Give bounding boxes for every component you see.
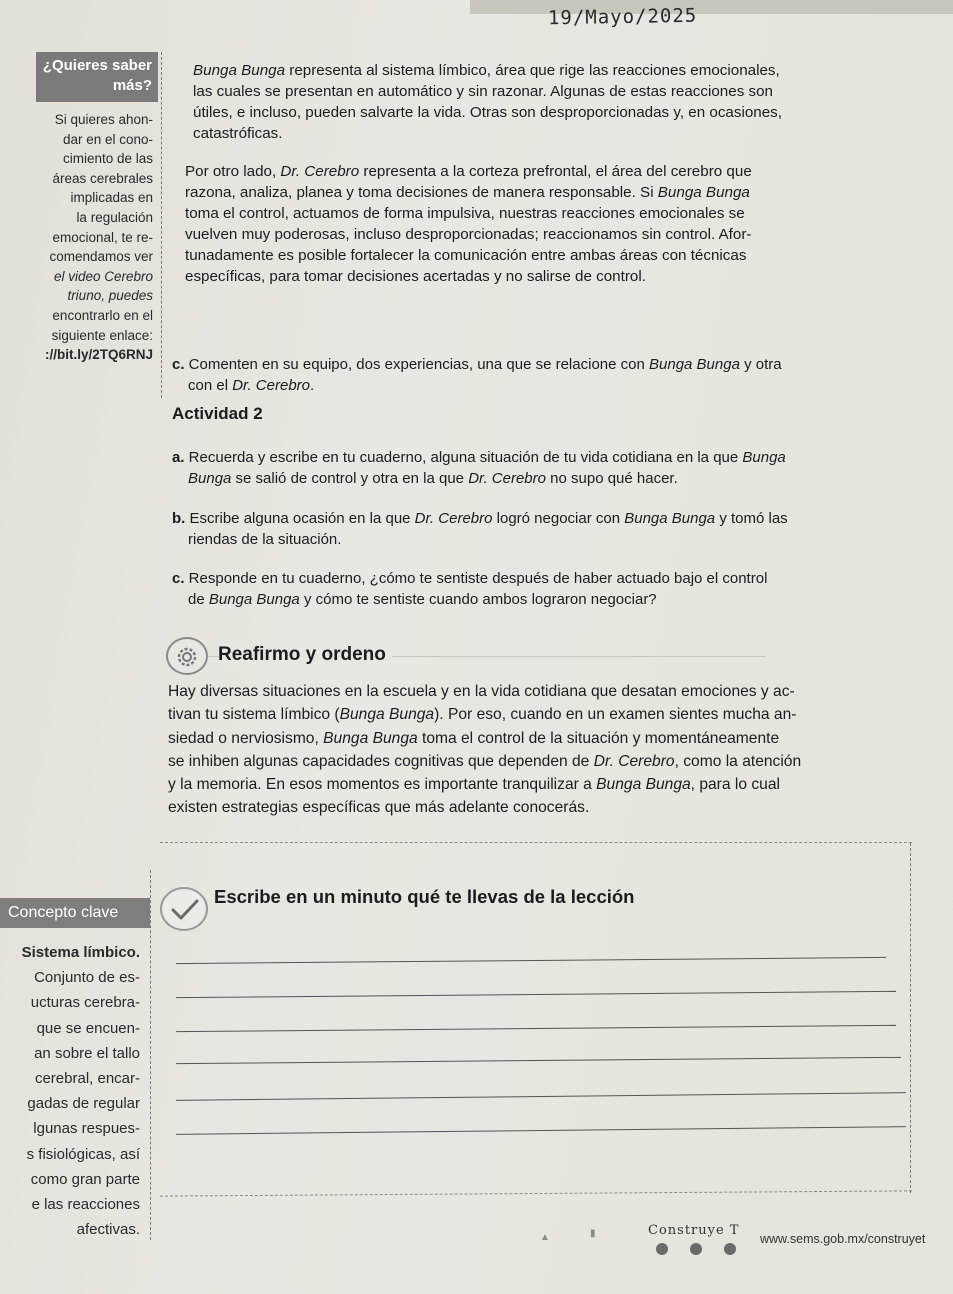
concept-line: e las reacciones — [31, 1196, 140, 1214]
item-label: a. — [172, 449, 185, 466]
writing-line[interactable] — [176, 991, 896, 998]
bunga-term: Bunga Bunga — [657, 184, 750, 201]
bunga-term: Bunga Bunga — [596, 776, 691, 794]
concept-line: gadas de regular — [27, 1095, 140, 1113]
bunga-term: Bunga — [742, 449, 786, 466]
text-run: ). Por eso, cuando en un examen sientes mucha an- — [434, 706, 797, 724]
bunga-term: Bunga Bunga — [624, 510, 716, 527]
text-run: , como la atención — [674, 752, 802, 770]
text-line: riendas de la situación. — [188, 531, 342, 548]
text-run: razona, analiza, planea y toma decisiones de manera responsable. Si — [185, 184, 658, 201]
check-icon — [160, 887, 208, 931]
text-run: Escribe alguna ocasión en la que — [185, 510, 415, 527]
text-line: vuelven muy poderosas, incluso desproporcionadas; reaccionamos sin control. Afor- — [185, 226, 752, 243]
sidebar-line: Si quieres ahon- — [54, 112, 153, 127]
sidebar-line: cimiento de las — [62, 151, 153, 167]
sidebar-line: emocional, te re- — [52, 229, 153, 245]
item-label: b. — [172, 510, 186, 527]
text-run: y tomó las — [715, 510, 788, 527]
text-run: y otra — [739, 356, 782, 373]
sidebar-line: la regulación — [76, 209, 153, 225]
cerebro-term: Dr. Cerebro — [232, 377, 311, 394]
sidebar-text — [0, 110, 153, 365]
activity-item-c — [172, 568, 917, 610]
text-run: y la memoria. En esos momentos es importante tranquilizar a — [168, 776, 597, 794]
social-icon — [724, 1243, 736, 1255]
footer-url[interactable]: www.sems.gob.mx/construyet — [760, 1232, 926, 1246]
writebox-top-border — [160, 842, 912, 843]
writebox-bottom-border — [160, 1190, 912, 1196]
text-run: se salió de control y otra en la que — [231, 470, 469, 487]
writing-line[interactable] — [176, 957, 886, 964]
writebox-right-border — [910, 843, 911, 1193]
concept-line: lgunas respues- — [33, 1120, 140, 1138]
sidebar-line: comendamos ver — [49, 249, 153, 265]
text-run: . — [310, 377, 315, 394]
text-run: no supo qué hacer. — [546, 470, 678, 487]
writing-line[interactable] — [176, 1092, 906, 1101]
concept-line: ucturas cerebra- — [30, 994, 140, 1012]
text-line: existen estrategias específicas que más adelante conocerás. — [168, 799, 590, 817]
concept-definition — [0, 940, 140, 1242]
activity-item-b — [172, 508, 917, 550]
video-link[interactable]: ://bit.ly/2TQ6RNJ — [44, 347, 153, 363]
text-line: Hay diversas situaciones en la escuela y en la vida cotidiana que desatan emociones y ac- — [168, 683, 795, 700]
writing-line[interactable] — [176, 1126, 906, 1135]
bunga-term: Bunga Bunga — [323, 729, 418, 747]
text-line: específicas, para tomar decisiones acertadas y no salirse de control. — [185, 268, 646, 285]
concept-line: como gran parte — [30, 1170, 140, 1188]
page-top-edge — [470, 0, 953, 14]
concept-line: s fisiológicas, así — [26, 1145, 140, 1163]
footer-brand: Construye T — [648, 1223, 740, 1238]
bunga-term: Bunga Bunga — [193, 62, 286, 79]
concept-line: que se encuen- — [36, 1019, 140, 1037]
sidebar-line: áreas cerebrales — [52, 170, 153, 186]
cerebro-term: Dr. Cerebro — [280, 163, 360, 180]
intro-paragraph-2 — [185, 161, 925, 287]
gear-icon — [166, 637, 208, 675]
text-run: con el — [188, 377, 233, 394]
text-run: representa al sistema límbico, área que rige las reacciones emocionales, — [285, 62, 780, 79]
text-run: , para lo cual — [690, 776, 780, 794]
sidebar-heading-line2: más? — [112, 77, 152, 94]
concept-term: Sistema límbico. — [21, 944, 140, 961]
concept-tag: Concepto clave — [0, 898, 150, 928]
bunga-term: Bunga Bunga — [339, 706, 435, 724]
text-run: representa a la corteza prefrontal, el área del cerebro que — [359, 163, 752, 180]
text-line: toma el control, actuamos de forma impulsiva, nuestras reacciones emocionales se — [185, 205, 745, 222]
concept-divider — [150, 870, 151, 1240]
sidebar-divider — [161, 52, 162, 398]
text-run: logró negociar con — [492, 510, 625, 527]
concept-line: afectivas. — [76, 1221, 140, 1239]
write-prompt: Escribe en un minuto qué te llevas de la lección — [214, 886, 635, 907]
writing-line[interactable] — [176, 1057, 901, 1064]
bunga-term: Bunga Bunga — [649, 356, 740, 373]
text-run: siedad o nerviosismo, — [168, 729, 324, 747]
social-icon — [656, 1243, 668, 1255]
text-line: catastróficas. — [193, 125, 283, 142]
reafirmo-paragraph — [168, 680, 913, 820]
text-line: tunadamente es posible fortalecer la comunicación entre ambas áreas con técnicas — [185, 247, 747, 264]
sidebar-line: implicadas en — [70, 190, 153, 206]
concept-line: cerebral, encar- — [34, 1070, 140, 1088]
sidebar-line: triuno, puedes — [67, 288, 153, 304]
bunga-term: Bunga Bunga — [208, 591, 300, 608]
text-run: Por otro lado, — [185, 163, 281, 180]
cerebro-term: Dr. Cerebro — [468, 470, 546, 487]
cerebro-term: Dr. Cerebro — [414, 510, 493, 527]
sidebar-line: encontrarlo en el — [52, 307, 153, 323]
sidebar-line: el video Cerebro — [53, 268, 153, 284]
concept-line: an sobre el tallo — [34, 1044, 140, 1062]
handwritten-date: 19/Mayo/2025 — [547, 4, 698, 30]
activity-item-a — [172, 447, 917, 489]
bunga-term: Bunga — [188, 470, 232, 487]
item-c-team — [172, 354, 922, 396]
item-label: c. — [172, 356, 185, 373]
text-run: y cómo te sentiste cuando ambos lograron negociar? — [299, 591, 657, 608]
text-run: Recuerda y escribe en tu cuaderno, alguna situación de tu vida cotidiana en la que — [184, 449, 743, 466]
book-icon: ▮ — [590, 1228, 596, 1239]
item-label: c. — [172, 570, 185, 587]
text-run: toma el control de la situación y momentáneamente — [417, 729, 780, 747]
sidebar-line: siguiente enlace: — [51, 327, 153, 343]
text-run: Responde en tu cuaderno, ¿cómo te sentiste después de haber actuado bajo el control — [184, 570, 768, 587]
text-run: se inhiben algunas capacidades cognitivas que dependen de — [168, 752, 594, 770]
intro-paragraph-1 — [193, 60, 923, 144]
text-line: las cuales se presentan en automático y sin razonar. Algunas de estas reacciones son — [193, 83, 774, 100]
sep-logo-icon: ▲ — [540, 1232, 550, 1243]
sidebar-heading — [36, 52, 158, 102]
cerebro-term: Dr. Cerebro — [593, 752, 675, 770]
concept-line: Conjunto de es- — [34, 969, 140, 987]
text-run: Comenten en su equipo, dos experiencias, una que se relacione con — [184, 356, 649, 373]
text-run: tivan tu sistema límbico ( — [168, 706, 340, 724]
section-title: Reafirmo y ordeno — [218, 644, 392, 666]
sidebar-line: dar en el cono- — [62, 131, 153, 147]
social-icon — [690, 1243, 702, 1255]
sidebar-heading-line1: ¿Quieres saber — [42, 57, 152, 74]
text-run: de — [188, 591, 209, 608]
activity-title: Actividad 2 — [172, 404, 263, 423]
writing-line[interactable] — [176, 1025, 896, 1032]
text-line: útiles, e incluso, pueden salvarte la vida. Otras son desproporcionadas y, en ocasiones, — [193, 104, 782, 121]
